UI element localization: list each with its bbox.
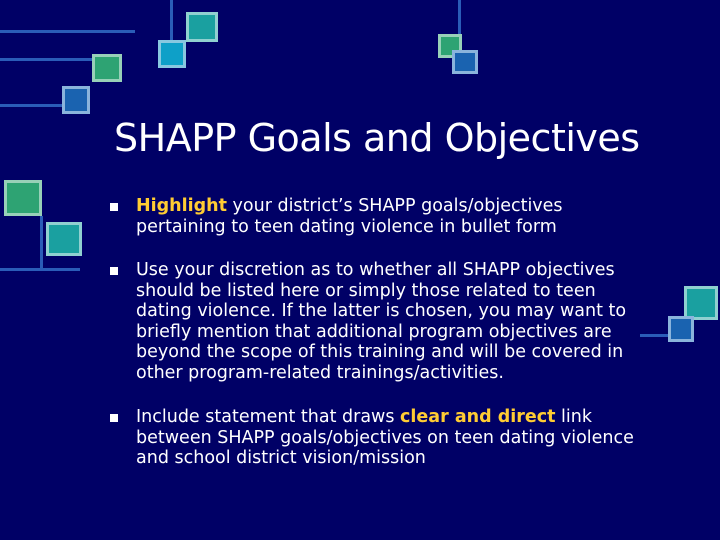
decor-square xyxy=(684,286,718,320)
decor-line xyxy=(640,334,668,337)
decor-line xyxy=(40,216,43,268)
bullet-square-icon xyxy=(110,414,118,422)
decor-square xyxy=(452,50,478,74)
bullet-list xyxy=(110,196,640,490)
decor-square xyxy=(92,54,122,82)
decor-square xyxy=(46,222,82,256)
decor-square xyxy=(158,40,186,68)
decor-square xyxy=(4,180,42,216)
highlight-text: clear and direct xyxy=(400,407,556,427)
decor-square xyxy=(62,86,90,114)
highlight-text: Highlight xyxy=(136,196,227,216)
decor-square xyxy=(668,316,694,342)
decor-line xyxy=(0,104,62,107)
bullet-text: Include statement that draws xyxy=(136,407,401,427)
bullet-item xyxy=(110,407,640,469)
bullet-item xyxy=(110,260,640,383)
decor-line xyxy=(0,30,135,33)
bullet-text: your district’s SHAPP goals/objectives pertaining to teen dating violence in bullet form xyxy=(136,196,563,237)
decor-square xyxy=(186,12,218,42)
bullet-item xyxy=(110,196,640,237)
bullet-text: Use your discretion as to whether all SHAPP objectives should be listed here or simply those related to teen dating violence. If the latter is chosen, you may want to briefly mention that additional program objectives are beyond the scope of this training and will be covered in other program-related trainings/activities. xyxy=(136,260,627,383)
decor-line xyxy=(0,268,80,271)
bullet-text: link between SHAPP goals/objectives on teen dating violence and school district vision/mission xyxy=(136,407,634,468)
bullet-square-icon xyxy=(110,267,118,275)
slide-title: SHAPP Goals and Objectives xyxy=(114,116,640,160)
decor-line xyxy=(170,0,173,40)
bullet-square-icon xyxy=(110,203,118,211)
